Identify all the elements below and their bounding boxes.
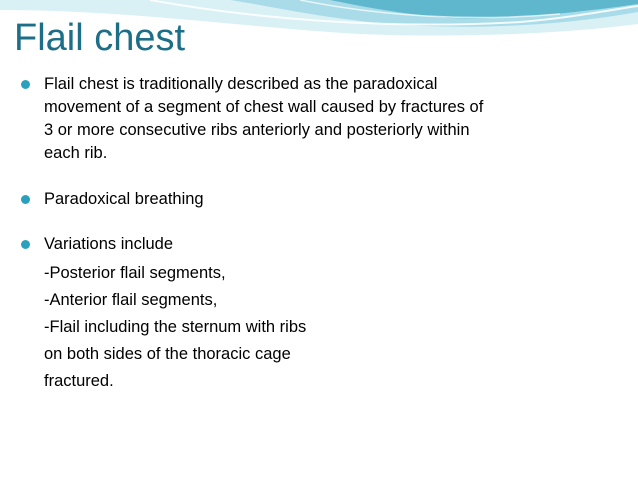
slide-title: Flail chest [14, 17, 186, 59]
sub-item: -Anterior flail segments, [44, 291, 218, 309]
bullet-paradoxical-breathing [18, 188, 618, 211]
bullet-variations [18, 233, 618, 256]
slide-content [18, 73, 618, 395]
sub-item: -Posterior flail segments, [44, 264, 226, 282]
bullet-text: Paradoxical breathing [44, 190, 204, 208]
bullet-dot-icon [21, 195, 30, 204]
bullet-dot-icon [21, 80, 30, 89]
bullet-definition [18, 73, 618, 165]
bullet-line: each rib. [44, 144, 108, 162]
bullet-text: Variations include [44, 235, 174, 253]
bullet-line: movement of a segment of chest wall caused by fractures of [44, 98, 484, 116]
bullet-line: 3 or more consecutive ribs anteriorly and posteriorly within [44, 121, 470, 139]
sub-item: fractured. [44, 372, 114, 390]
bullet-line: Flail chest is traditionally described as the paradoxical [44, 75, 438, 93]
sub-item: on both sides of the thoracic cage [44, 345, 291, 363]
sub-item: -Flail including the sternum with ribs [44, 318, 307, 336]
bullet-dot-icon [21, 240, 30, 249]
